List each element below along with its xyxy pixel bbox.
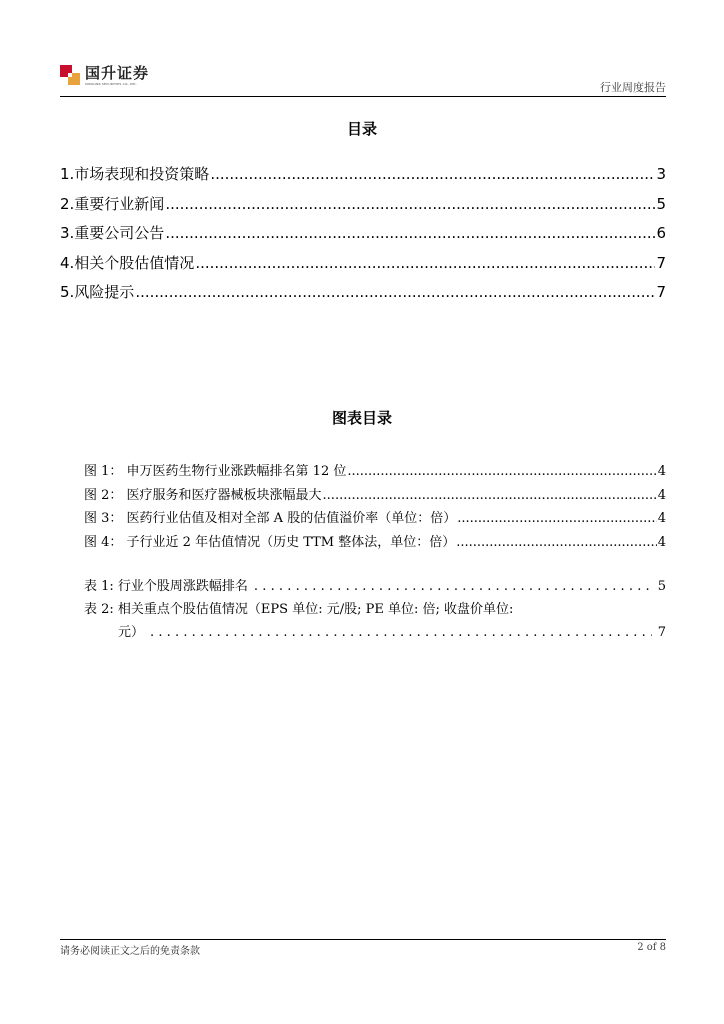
toc-entry-label: 3.重要公司公告 <box>60 224 165 242</box>
toc-entry[interactable] <box>60 222 666 252</box>
footer-divider <box>60 939 666 940</box>
table-list <box>84 575 666 644</box>
logo-mark-icon <box>60 65 80 85</box>
toc-entry-label: 2.重要行业新闻 <box>60 194 165 213</box>
toc-entry[interactable] <box>60 252 666 282</box>
leader-dots <box>135 283 655 301</box>
toc-title: 目录 <box>346 120 377 138</box>
toc-entry-page: 5 <box>656 194 666 213</box>
figure-entry-page: 4 <box>657 534 666 550</box>
table-entry-label-continued: 元） <box>118 625 145 640</box>
figure-entry-page: 4 <box>657 487 666 503</box>
leader-dots <box>347 464 656 479</box>
company-logo <box>60 65 149 86</box>
toc-entry-label: 1.市场表现和投资策略 <box>60 165 210 183</box>
leader-dots <box>457 511 657 526</box>
table-entry-label: 表 2: 相关重点个股估值情况（EPS 单位: 元/股; PE 单位: 倍; 收盘价单位: <box>84 602 514 617</box>
toc-entry[interactable] <box>60 193 666 223</box>
header-divider <box>60 96 666 97</box>
table-entry-page: 7 <box>657 625 666 640</box>
leader-dots <box>165 224 655 242</box>
figure-entry[interactable] <box>84 484 666 508</box>
toc-entry-label: 5.风险提示 <box>60 283 135 301</box>
figure-entry[interactable] <box>84 531 666 555</box>
report-type: 行业周度报告 <box>600 81 666 94</box>
figure-entry[interactable] <box>84 507 666 531</box>
leader-dots <box>210 165 655 183</box>
leader-dots <box>456 535 656 550</box>
logo-subtitle: SINOLINK SECURITIES CO.,LTD. <box>85 82 137 86</box>
table-entry[interactable] <box>84 598 666 621</box>
disclaimer-text: 请务必阅读正文之后的免责条款 <box>60 946 200 957</box>
toc-list <box>60 163 666 311</box>
table-entry-label: 表 1: 行业个股周涨跌幅排名 <box>84 579 248 594</box>
figure-entry-label: 图 3： 医药行业估值及相对全部 A 股的估值溢价率（单位：倍） <box>84 511 457 526</box>
table-entry[interactable] <box>84 575 666 598</box>
page-number: 2 of 8 <box>637 942 666 953</box>
toc-entry[interactable] <box>60 163 666 193</box>
leader-dots <box>150 625 652 640</box>
figure-entry-label: 图 4： 子行业近 2 年估值情况（历史 TTM 整体法，单位：倍） <box>84 534 456 550</box>
figure-entry[interactable] <box>84 460 666 484</box>
figure-entry-page: 4 <box>657 511 666 526</box>
chart-toc-title: 图表目录 <box>331 409 392 427</box>
toc-entry[interactable] <box>60 281 666 311</box>
table-entry-page: 5 <box>657 579 666 594</box>
figure-entry-page: 4 <box>657 464 666 479</box>
toc-entry-page: 7 <box>656 253 666 272</box>
page-header <box>60 62 666 96</box>
leader-dots <box>323 488 657 503</box>
toc-entry-page: 3 <box>656 165 666 183</box>
figure-list <box>84 460 666 554</box>
leader-dots <box>195 254 655 272</box>
logo-name: 国升证券 <box>85 64 150 82</box>
figure-entry-label: 图 1： 申万医药生物行业涨跌幅排名第 12 位 <box>84 464 347 479</box>
leader-dots <box>165 195 655 213</box>
toc-entry-page: 7 <box>656 283 666 301</box>
leader-dots <box>254 579 652 594</box>
toc-entry-page: 6 <box>656 224 666 242</box>
toc-entry-label: 4.相关个股估值情况 <box>60 253 195 272</box>
table-entry-continuation[interactable] <box>84 621 666 644</box>
figure-entry-label: 图 2： 医疗服务和医疗器械板块涨幅最大 <box>84 487 322 503</box>
